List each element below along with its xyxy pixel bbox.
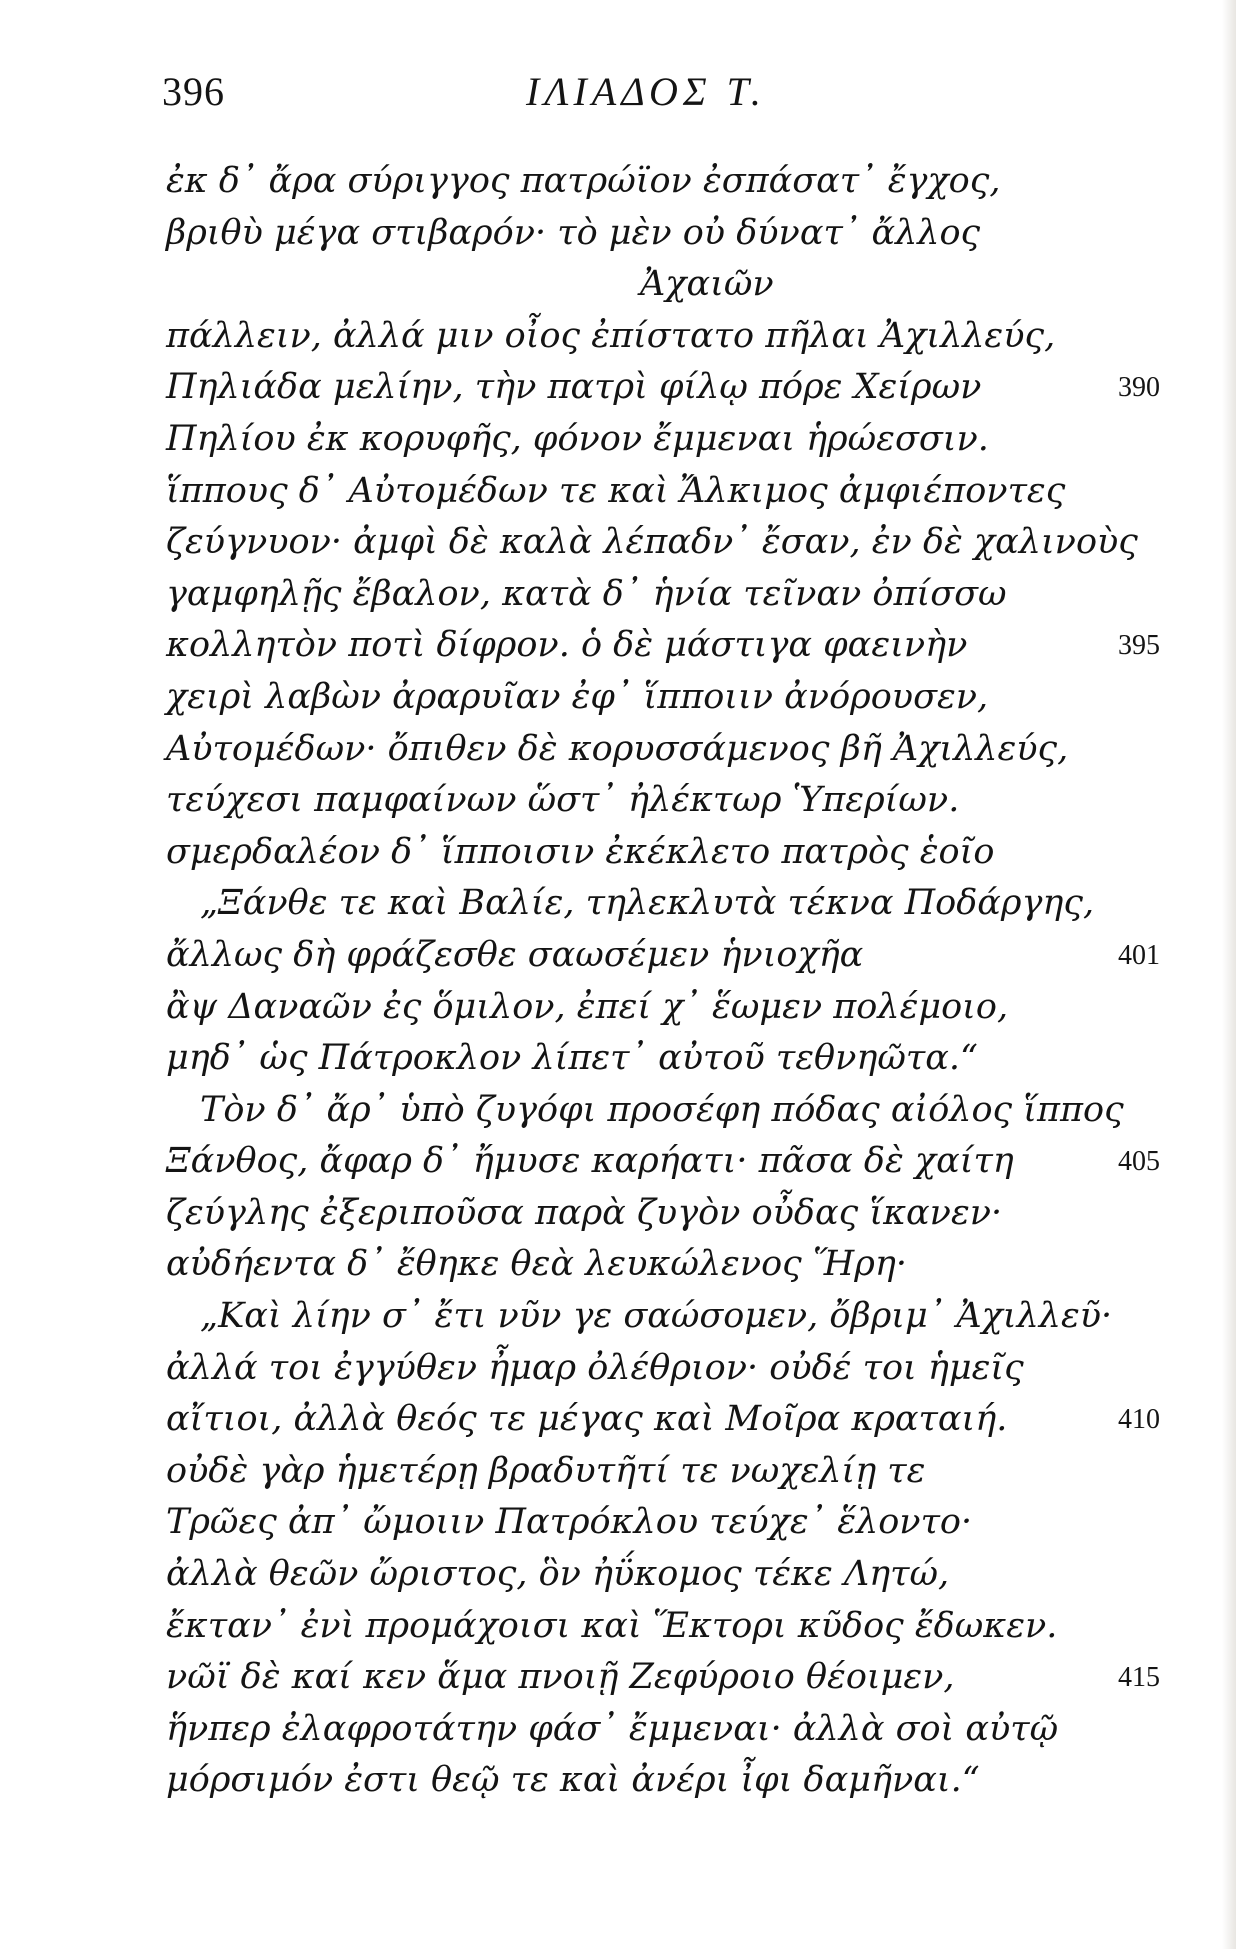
verse-text: σμερδαλέον δ᾽ ἵπποισιν ἐκέκλετο πατρὸς ἑοῖο xyxy=(166,831,995,872)
verse-line xyxy=(0,1549,1236,1601)
verse-text: μόρσιμόν ἐστι θεῷ τε καὶ ἀνέρι ἶφι δαμῆναι.“ xyxy=(166,1760,980,1801)
verse-line xyxy=(0,1239,1236,1291)
line-number: 390 xyxy=(1118,372,1160,404)
verse-text: Τὸν δ᾽ ἄρ᾽ ὑπὸ ζυγόφι προσέφη πόδας αἰόλος ἵππος xyxy=(200,1089,1124,1130)
page-number: 396 xyxy=(162,69,225,114)
verse-block xyxy=(0,156,1236,1807)
verse-text: ἂψ Δαναῶν ἐς ὅμιλον, ἐπεί χ᾽ ἕωμεν πολέμοιο, xyxy=(166,986,1009,1027)
verse-line xyxy=(0,1446,1236,1498)
verse-text: νῶϊ δὲ καί κεν ἅμα πνοιῇ Ζεφύροιο θέοιμεν, xyxy=(166,1657,955,1698)
verse-line xyxy=(0,1652,1236,1704)
verse-text: τεύχεσι παμφαίνων ὥστ᾽ ἠλέκτωρ Ὑπερίων. xyxy=(166,780,960,821)
verse-text: „Καὶ λίην σ᾽ ἔτι νῦν γε σαώσομεν, ὄβριμ᾽ Ἀχιλλεῦ· xyxy=(200,1296,1113,1337)
verse-line xyxy=(0,930,1236,982)
verse-line xyxy=(0,414,1236,466)
verse-text: ἐκ δ᾽ ἄρα σύριγγος πατρώϊον ἐσπάσατ᾽ ἔγχος, xyxy=(166,161,1001,201)
verse-text: ζεύγνυον· ἀμφὶ δὲ καλὰ λέπαδν᾽ ἔσαν, ἐν δὲ χαλινοὺς xyxy=(166,522,1138,563)
verse-line-paragraph xyxy=(0,1085,1236,1137)
verse-line xyxy=(0,466,1236,518)
verse-line xyxy=(0,1033,1236,1085)
verse-line xyxy=(0,311,1236,363)
verse-line-runover xyxy=(0,259,1236,311)
verse-text: Πηλίου ἐκ κορυφῆς, φόνον ἔμμεναι ἡρώεσσιν. xyxy=(166,418,989,459)
verse-line xyxy=(0,982,1236,1034)
verse-line xyxy=(0,569,1236,621)
verse-text: αἴτιοι, ἀλλὰ θεός τε μέγας καὶ Μοῖρα κραταιή. xyxy=(166,1399,1008,1440)
verse-line xyxy=(0,517,1236,569)
verse-text: κολλητὸν ποτὶ δίφρον. ὁ δὲ μάστιγα φαεινὴν xyxy=(166,625,968,666)
verse-line xyxy=(0,362,1236,414)
line-number: 401 xyxy=(1118,939,1160,971)
verse-line xyxy=(0,672,1236,724)
verse-text: μηδ᾽ ὡς Πάτροκλον λίπετ᾽ αὐτοῦ τεθνηῶτα.“ xyxy=(166,1038,978,1079)
verse-line xyxy=(0,620,1236,672)
verse-text: βριθὺ μέγα στιβαρόν· τὸ μὲν οὐ δύνατ᾽ ἄλλος xyxy=(166,212,981,253)
verse-text: Ἀχαιῶν xyxy=(640,264,774,305)
verse-text: ἥνπερ ἐλαφροτάτην φάσ᾽ ἔμμεναι· ἀλλὰ σοὶ αὐτῷ xyxy=(166,1708,1059,1749)
verse-line xyxy=(0,1704,1236,1756)
verse-text: ἔκταν᾽ ἐνὶ προμάχοισι καὶ Ἕκτορι κῦδος ἔδωκεν. xyxy=(166,1605,1058,1646)
running-head xyxy=(0,58,1236,118)
verse-text: ζεύγλης ἐξεριποῦσα παρὰ ζυγὸν οὖδας ἵκανεν· xyxy=(166,1192,1003,1233)
verse-text: οὐδὲ γὰρ ἡμετέρῃ βραδυτῆτί τε νωχελίῃ τε xyxy=(166,1450,926,1491)
verse-text: πάλλειν, ἀλλά μιν οἶος ἐπίστατο πῆλαι Ἀχιλλεύς, xyxy=(166,315,1056,356)
line-number: 415 xyxy=(1118,1662,1160,1694)
verse-line xyxy=(0,724,1236,776)
verse-line xyxy=(0,156,1236,208)
verse-text: „Ξάνθε τε καὶ Βαλίε, τηλεκλυτὰ τέκνα Ποδάργης, xyxy=(200,883,1095,924)
verse-text: Πηλιάδα μελίην, τὴν πατρὶ φίλῳ πόρε Χείρων xyxy=(166,367,982,408)
verse-line xyxy=(0,1188,1236,1240)
verse-line xyxy=(0,1755,1236,1807)
line-number: 405 xyxy=(1118,1146,1160,1178)
verse-line xyxy=(0,775,1236,827)
verse-text: αὐδήεντα δ᾽ ἔθηκε θεὰ λευκώλενος Ἥρη· xyxy=(166,1244,907,1285)
line-number: 395 xyxy=(1118,630,1160,662)
verse-text: Τρῶες ἀπ᾽ ὤμοιιν Πατρόκλου τεύχε᾽ ἕλοντο· xyxy=(166,1502,973,1543)
verse-text: γαμφηλῇς ἔβαλον, κατὰ δ᾽ ἡνία τεῖναν ὀπίσσω xyxy=(166,573,1007,614)
line-number: 410 xyxy=(1118,1404,1160,1436)
verse-line xyxy=(0,1601,1236,1653)
verse-text: ἵππους δ᾽ Αὐτομέδων τε καὶ Ἄλκιμος ἀμφιέποντες xyxy=(166,470,1066,511)
book-title: ΙΛΙΑΔΟΣ Τ. xyxy=(526,69,766,114)
verse-text: ἀλλά τοι ἐγγύθεν ἦμαρ ὀλέθριον· οὐδέ τοι ἡμεῖς xyxy=(166,1347,1024,1388)
verse-line xyxy=(0,1343,1236,1395)
verse-text: Αὐτομέδων· ὄπιθεν δὲ κορυσσάμενος βῆ Ἀχιλλεύς, xyxy=(166,728,1069,769)
verse-text: χειρὶ λαβὼν ἀραρυῖαν ἐφ᾽ ἵπποιιν ἀνόρουσεν, xyxy=(166,676,989,717)
verse-line xyxy=(0,1394,1236,1446)
verse-line xyxy=(0,1136,1236,1188)
verse-line xyxy=(0,208,1236,260)
verse-line xyxy=(0,827,1236,879)
verse-text: Ξάνθος, ἄφαρ δ᾽ ἤμυσε καρήατι· πᾶσα δὲ χαίτη xyxy=(166,1141,1014,1182)
verse-line xyxy=(0,1497,1236,1549)
verse-text: ἄλλως δὴ φράζεσθε σαωσέμεν ἡνιοχῆα xyxy=(166,934,864,975)
verse-text: ἀλλὰ θεῶν ὤριστος, ὃν ἠΰκομος τέκε Λητώ, xyxy=(166,1554,950,1595)
verse-line-speech xyxy=(0,878,1236,930)
verse-line-speech xyxy=(0,1291,1236,1343)
